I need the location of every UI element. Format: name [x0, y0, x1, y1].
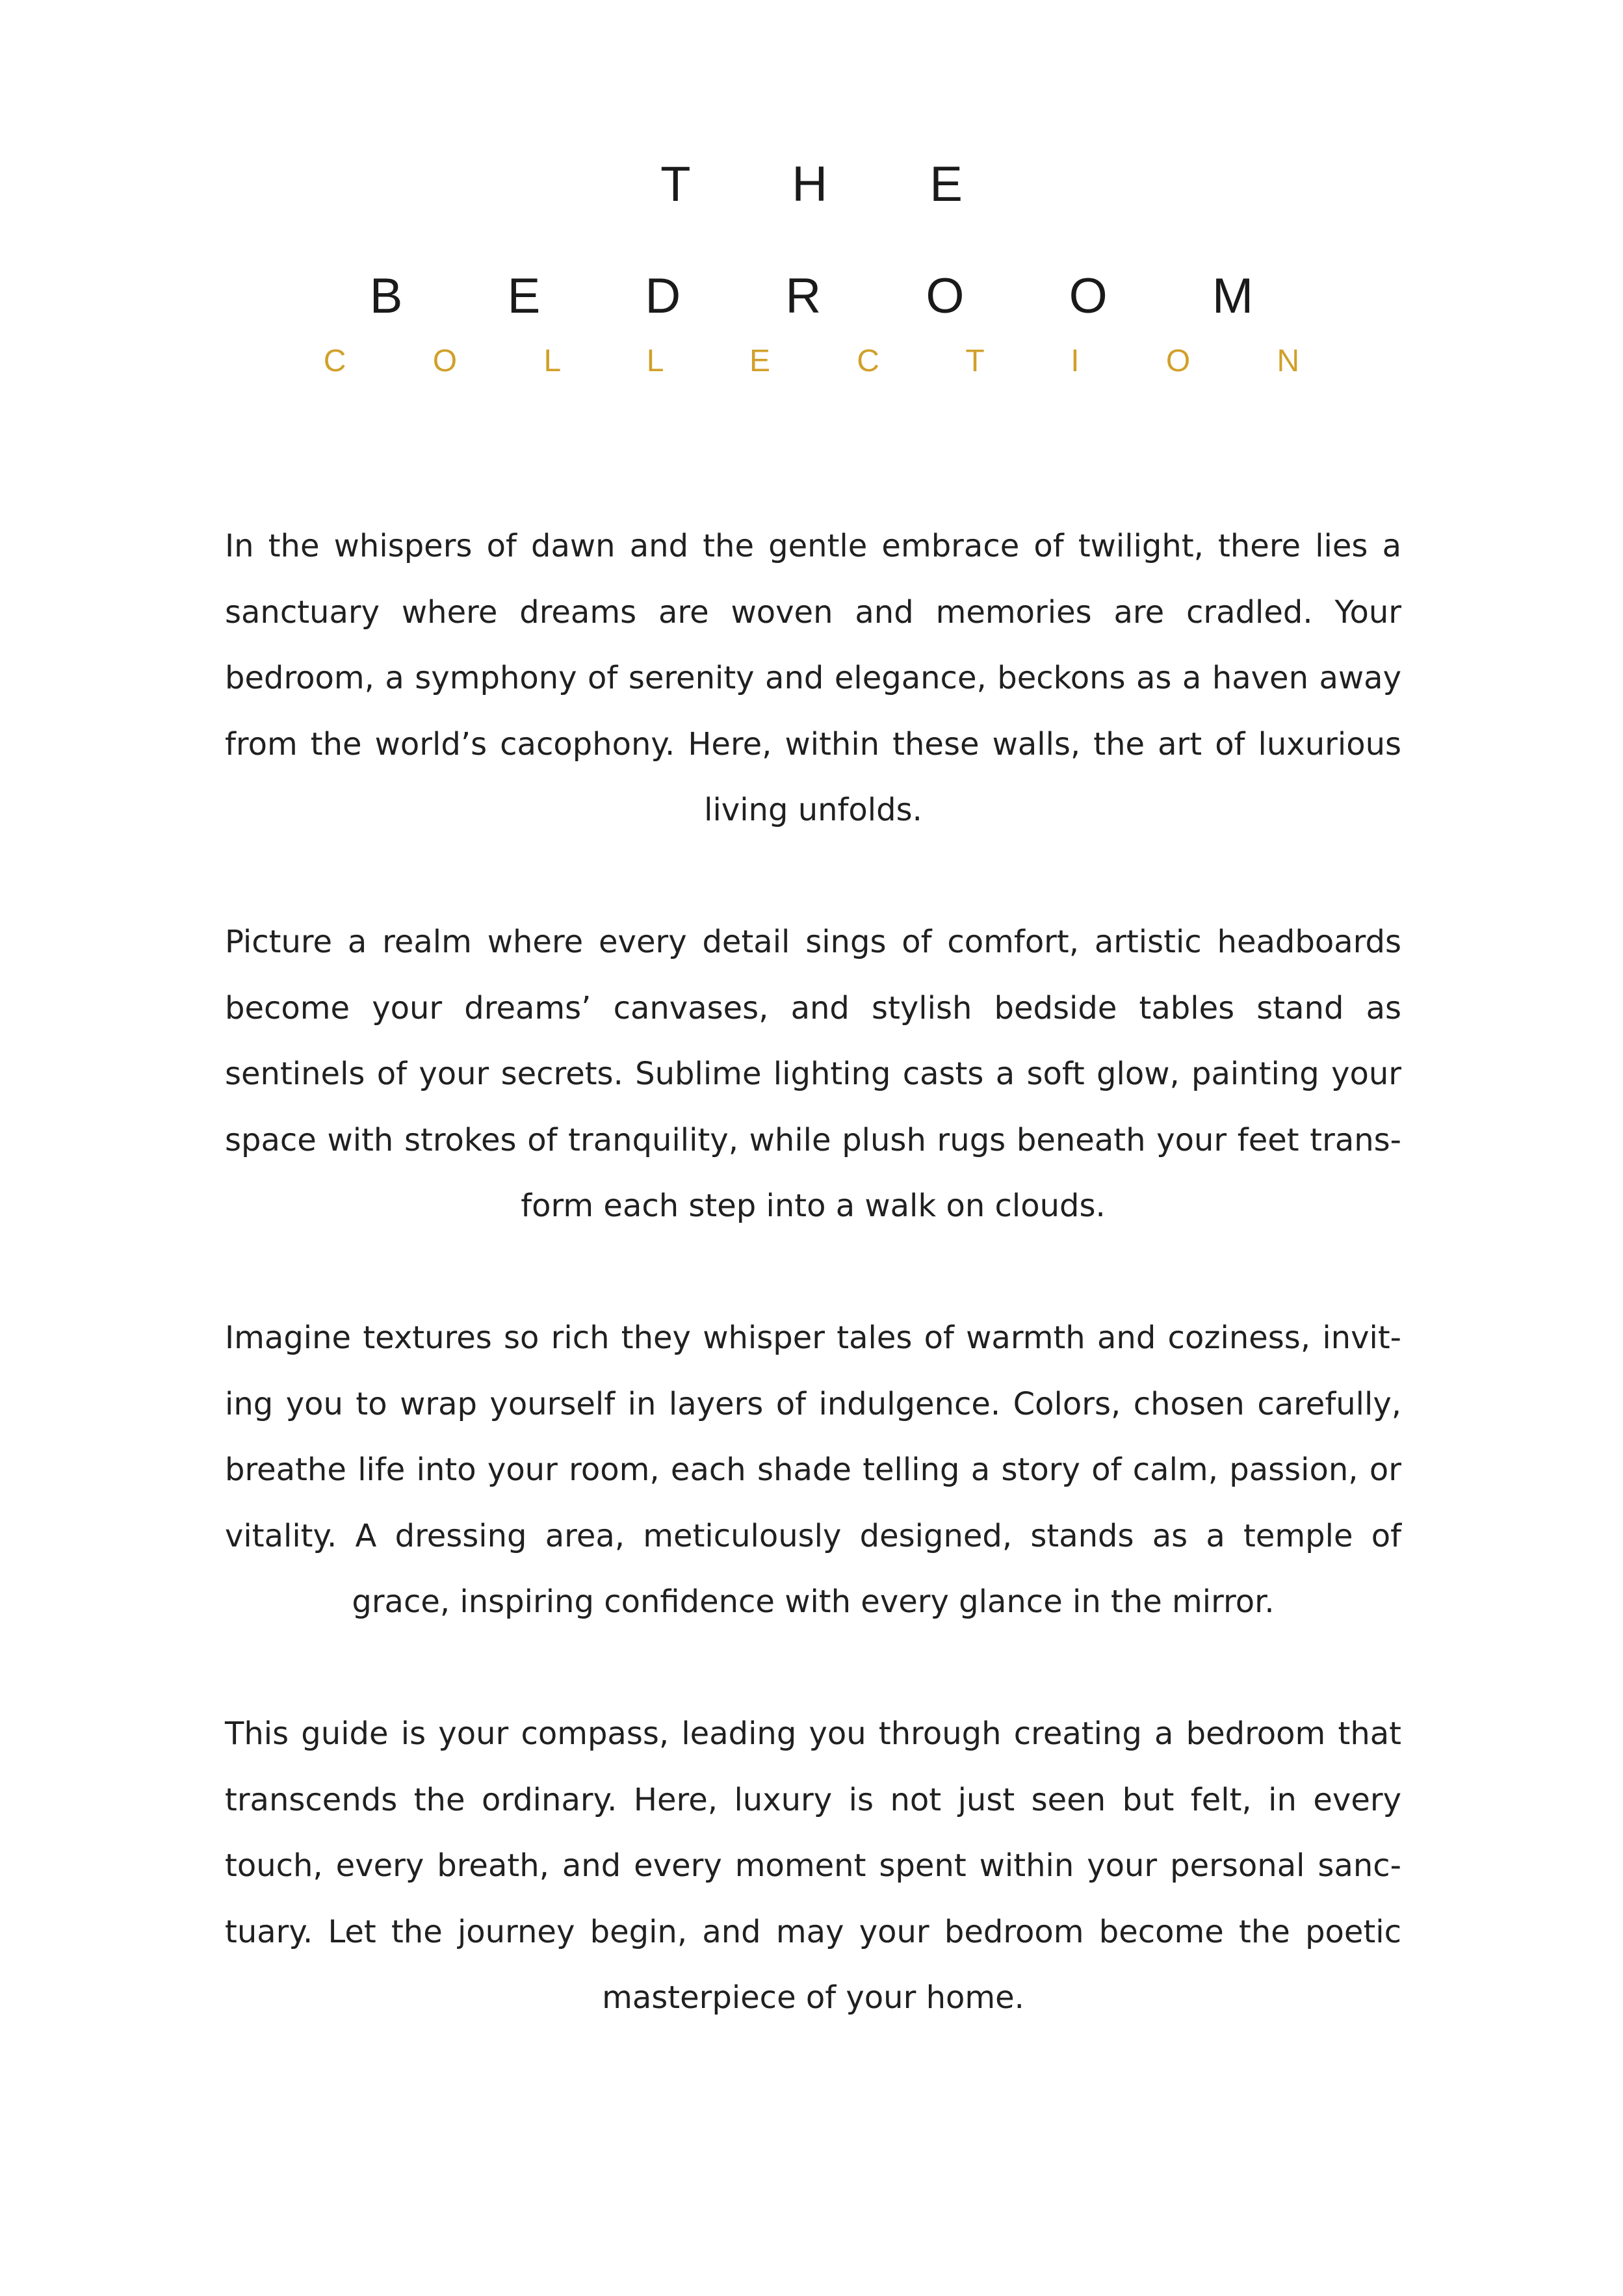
paragraph-details: Picture a realm where every detail sings of comfort, artistic headboards become your dreams’ canvases, and stylish bedside tables stand as sentinels of your secrets. Sublime lighting casts a soft glow, painting your space with strokes of tranquility, while plush rugs beneath your feet transform each step into a walk on clouds.	[225, 924, 1401, 1224]
paragraph-guide: This guide is your compass, leading you through creating a bedroom that transcends the ordinary. Here, luxury is not just seen but felt, in every touch, every breath, and every moment spent within your personal sanctuary. Let the journey begin, and may your bedroom become the poetic masterpiece of your home.	[225, 1715, 1401, 2016]
title-collection: C O L L E C T I O N	[323, 344, 1339, 378]
title-bedroom: B E D R O O M	[369, 268, 1299, 324]
body-text	[225, 514, 1401, 2031]
paragraph-intro: In the whispers of dawn and the gentle embrace of twilight, there lies a sanctuary where dreams are woven and memories are cradled. Your bedroom, a symphony of serenity and elegance, beckons as a haven away from the world’s cacophony. Here, within these walls, the art of luxurious living unfolds.	[225, 528, 1401, 828]
title-the: T H E	[660, 157, 1007, 212]
paragraph-textures: Imagine textures so rich they whisper tales of warmth and coziness, inviting you to wrap yourself in layers of indulgence. Colors, chosen carefully, breathe life into your room, each shade telling a story of calm, passion, or vitality. A dressing area, meticulously designed, stands as a temple of grace, inspiring confidence with every glance in the mirror.	[225, 1320, 1401, 1620]
